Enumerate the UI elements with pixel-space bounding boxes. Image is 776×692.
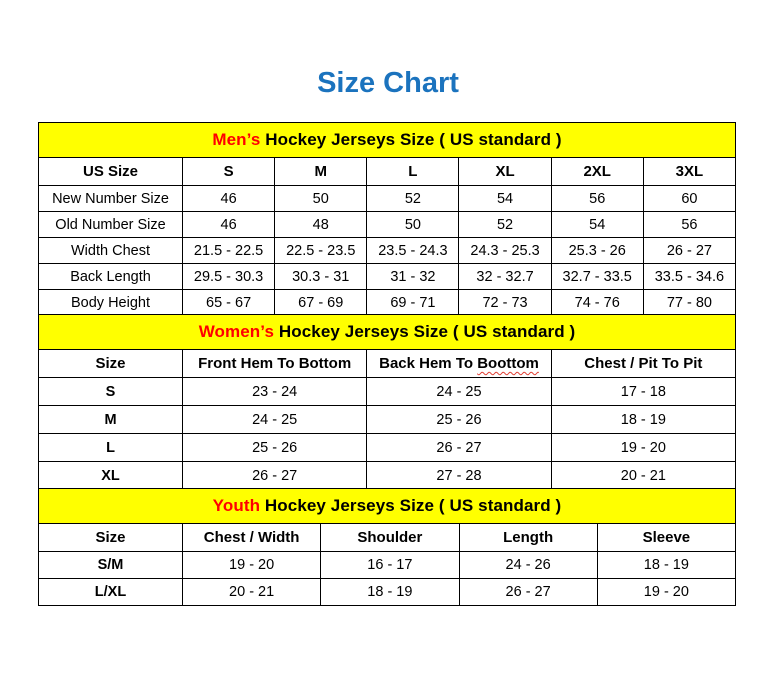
table-row — [39, 212, 736, 238]
size-value: 74 - 76 — [551, 290, 643, 316]
size-value: 54 — [459, 186, 551, 212]
size-value: 54 — [551, 212, 643, 238]
size-value: 46 — [183, 186, 275, 212]
column-header: 3XL — [643, 158, 735, 186]
size-value: 27 - 28 — [367, 462, 551, 490]
mens-size-table — [38, 122, 736, 316]
size-value: 26 - 27 — [643, 238, 735, 264]
section-title — [39, 123, 736, 158]
column-header: Chest / Pit To Pit — [551, 350, 735, 378]
size-value: 21.5 - 22.5 — [183, 238, 275, 264]
size-value: 25 - 26 — [367, 406, 551, 434]
size-value: 60 — [643, 186, 735, 212]
size-value: 32 - 32.7 — [459, 264, 551, 290]
size-value: 24.3 - 25.3 — [459, 238, 551, 264]
size-value: 23.5 - 24.3 — [367, 238, 459, 264]
column-header-row — [39, 350, 736, 378]
size-value: 77 - 80 — [643, 290, 735, 316]
row-label: S — [39, 378, 183, 406]
table-row — [39, 552, 736, 579]
size-value: 26 - 27 — [459, 579, 597, 606]
row-label: S/M — [39, 552, 183, 579]
size-value: 20 - 21 — [183, 579, 321, 606]
size-value: 67 - 69 — [275, 290, 367, 316]
size-value: 32.7 - 33.5 — [551, 264, 643, 290]
column-header: Chest / Width — [183, 524, 321, 552]
column-header: Length — [459, 524, 597, 552]
size-value: 18 - 19 — [551, 406, 735, 434]
column-header-row — [39, 158, 736, 186]
column-header: L — [367, 158, 459, 186]
row-label: XL — [39, 462, 183, 490]
size-value: 52 — [459, 212, 551, 238]
column-header: M — [275, 158, 367, 186]
section-title-highlight: Youth — [212, 496, 261, 515]
column-header — [367, 350, 551, 378]
column-header: US Size — [39, 158, 183, 186]
column-header-text: Back Hem To — [379, 355, 478, 372]
misspelled-word: Boottom — [477, 355, 539, 372]
size-value: 50 — [275, 186, 367, 212]
section-title — [39, 489, 736, 524]
size-chart — [38, 122, 736, 606]
column-header: Sleeve — [597, 524, 735, 552]
size-value: 23 - 24 — [183, 378, 367, 406]
table-row — [39, 462, 736, 490]
size-value: 48 — [275, 212, 367, 238]
page-title: Size Chart — [317, 67, 459, 99]
column-header: Front Hem To Bottom — [183, 350, 367, 378]
column-header: Size — [39, 524, 183, 552]
row-label: M — [39, 406, 183, 434]
size-value: 26 - 27 — [183, 462, 367, 490]
size-value: 19 - 20 — [597, 579, 735, 606]
table-row — [39, 434, 736, 462]
size-value: 25 - 26 — [183, 434, 367, 462]
size-value: 30.3 - 31 — [275, 264, 367, 290]
size-value: 31 - 32 — [367, 264, 459, 290]
row-label: L — [39, 434, 183, 462]
size-value: 52 — [367, 186, 459, 212]
column-header: Shoulder — [321, 524, 459, 552]
column-header: 2XL — [551, 158, 643, 186]
section-title-highlight: Men’s — [212, 130, 261, 149]
size-value: 72 - 73 — [459, 290, 551, 316]
size-value: 50 — [367, 212, 459, 238]
size-value: 19 - 20 — [551, 434, 735, 462]
row-label: L/XL — [39, 579, 183, 606]
row-label: Width Chest — [39, 238, 183, 264]
column-header-row — [39, 524, 736, 552]
youth-size-table — [38, 488, 736, 606]
section-title-rest: Hockey Jerseys Size ( US standard ) — [274, 322, 576, 341]
table-row — [39, 238, 736, 264]
size-value: 25.3 - 26 — [551, 238, 643, 264]
size-value: 24 - 25 — [367, 378, 551, 406]
section-title-rest: Hockey Jerseys Size ( US standard ) — [260, 130, 562, 149]
row-label: Back Length — [39, 264, 183, 290]
section-title-rest: Hockey Jerseys Size ( US standard ) — [260, 496, 562, 515]
size-value: 24 - 26 — [459, 552, 597, 579]
size-value: 46 — [183, 212, 275, 238]
size-value: 18 - 19 — [321, 579, 459, 606]
row-label: Old Number Size — [39, 212, 183, 238]
row-label: New Number Size — [39, 186, 183, 212]
row-label: Body Height — [39, 290, 183, 316]
column-header: S — [183, 158, 275, 186]
table-row — [39, 406, 736, 434]
section-title-row — [39, 315, 736, 350]
section-title-row — [39, 489, 736, 524]
column-header: Size — [39, 350, 183, 378]
size-value: 56 — [551, 186, 643, 212]
section-title-highlight: Women’s — [198, 322, 275, 341]
section-title-row — [39, 123, 736, 158]
section-title — [39, 315, 736, 350]
size-value: 56 — [643, 212, 735, 238]
table-row — [39, 186, 736, 212]
size-value: 16 - 17 — [321, 552, 459, 579]
size-value: 29.5 - 30.3 — [183, 264, 275, 290]
size-value: 20 - 21 — [551, 462, 735, 490]
size-value: 22.5 - 23.5 — [275, 238, 367, 264]
table-row — [39, 579, 736, 606]
table-row — [39, 290, 736, 316]
size-value: 18 - 19 — [597, 552, 735, 579]
size-value: 19 - 20 — [183, 552, 321, 579]
column-header: XL — [459, 158, 551, 186]
size-value: 33.5 - 34.6 — [643, 264, 735, 290]
size-value: 24 - 25 — [183, 406, 367, 434]
womens-size-table — [38, 314, 736, 490]
size-value: 26 - 27 — [367, 434, 551, 462]
table-row — [39, 378, 736, 406]
table-row — [39, 264, 736, 290]
size-value: 65 - 67 — [183, 290, 275, 316]
size-value: 17 - 18 — [551, 378, 735, 406]
size-value: 69 - 71 — [367, 290, 459, 316]
